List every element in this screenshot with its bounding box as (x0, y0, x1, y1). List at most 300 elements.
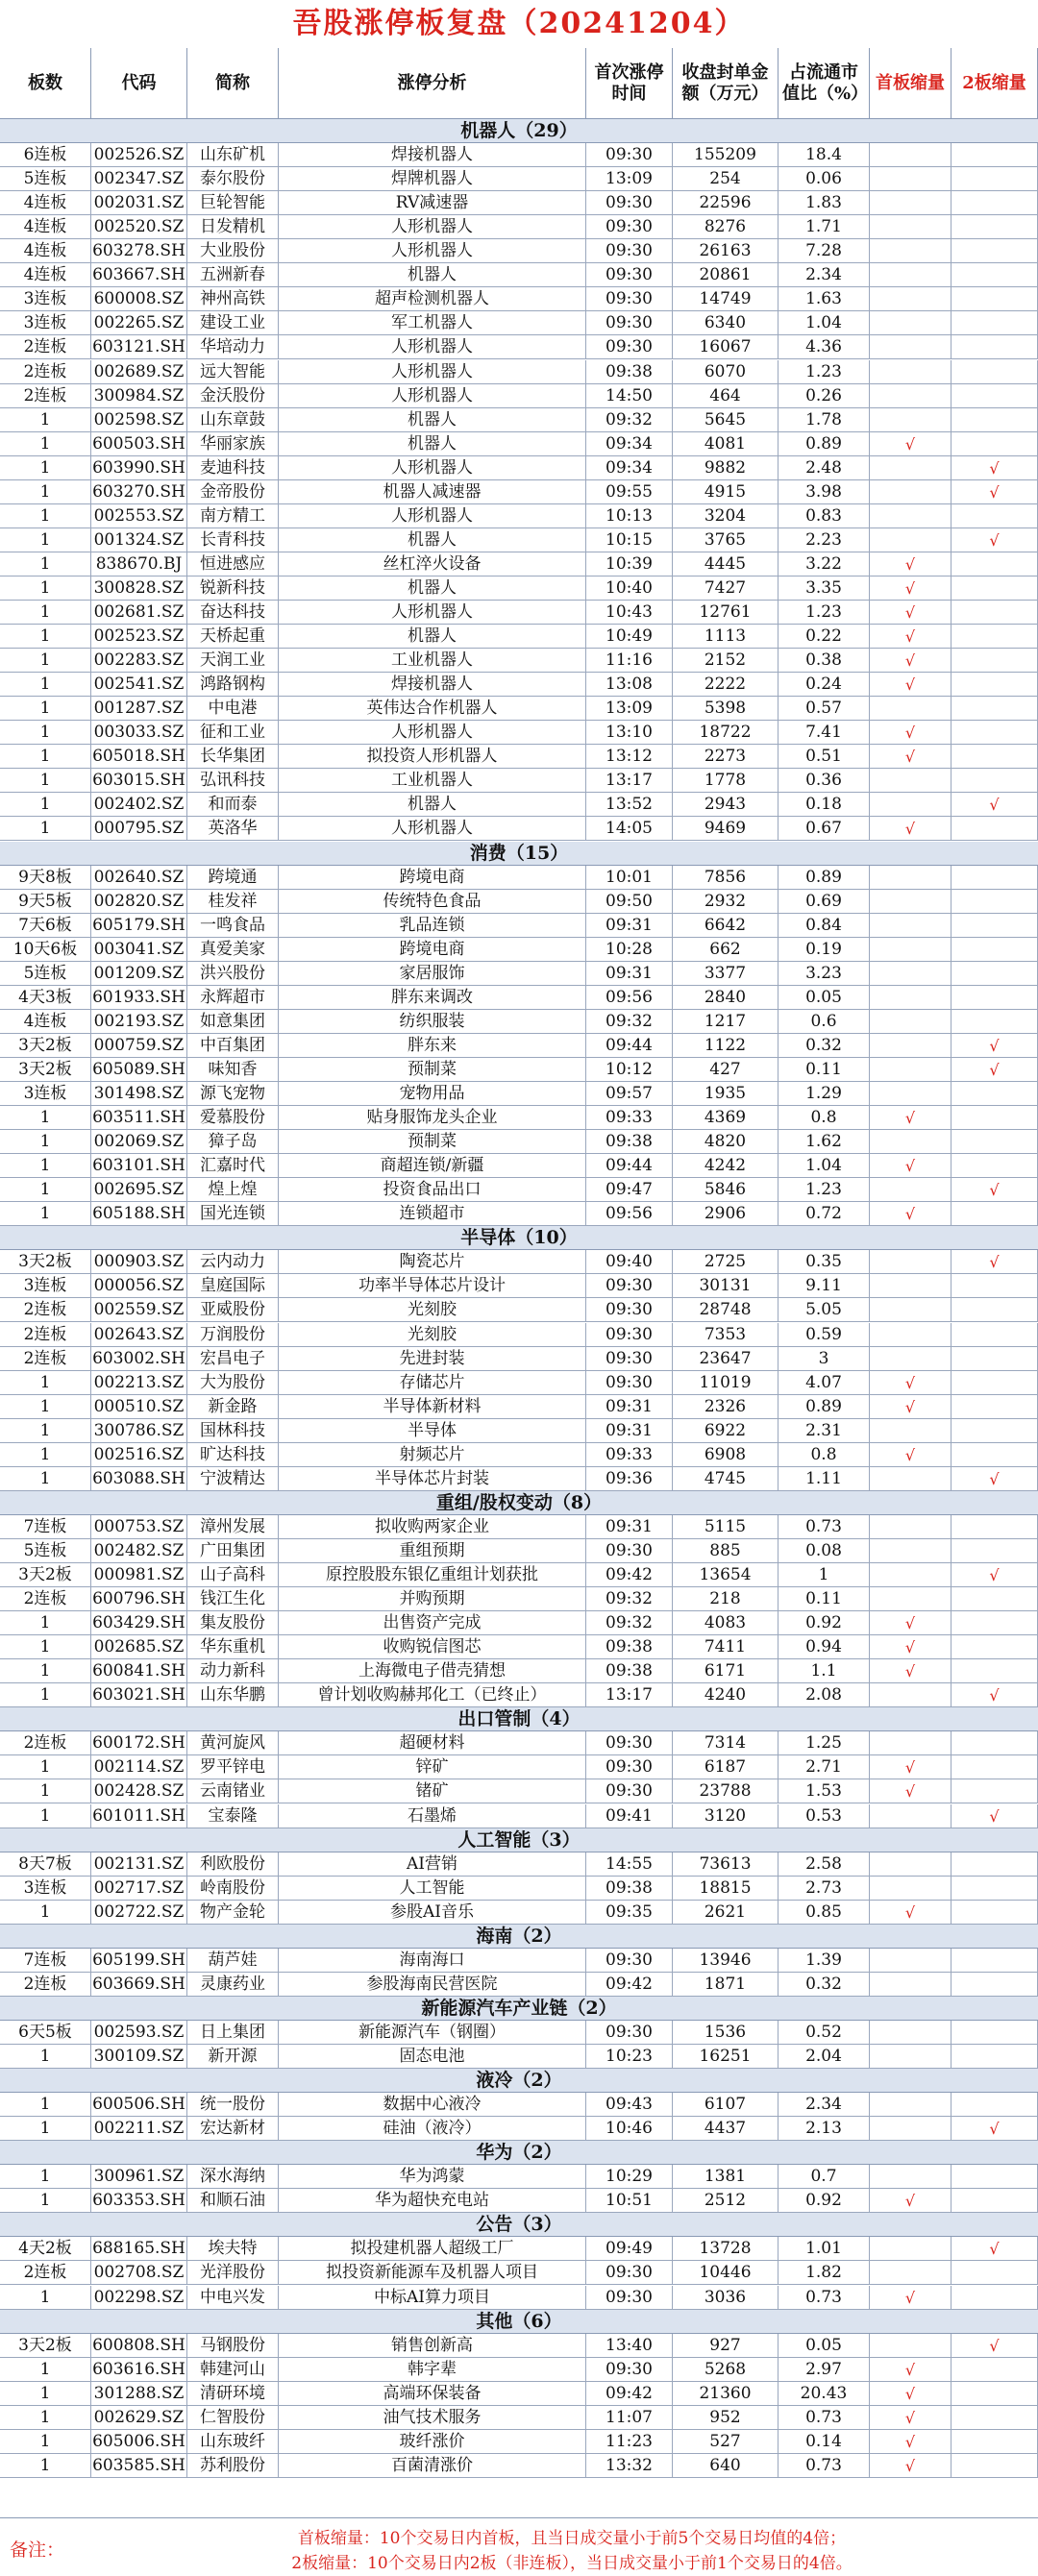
cell-first-board-shrink (870, 239, 952, 263)
cell-closing-seal-amount: 4083 (673, 1611, 778, 1635)
cell-short-name: 鸿路钢构 (187, 673, 279, 697)
table-row (0, 1539, 1038, 1563)
cell-first-board-shrink (870, 1804, 952, 1828)
cell-short-name: 日发精机 (187, 215, 279, 239)
cell-code: 605188.SH (91, 1202, 187, 1226)
cell-short-name: 巨轮智能 (187, 191, 279, 215)
cell-float-cap-ratio: 0.73 (778, 1515, 870, 1539)
cell-closing-seal-amount: 6340 (673, 311, 778, 335)
cell-first-board-shrink (870, 1539, 952, 1563)
cell-first-limit-time: 09:38 (586, 1130, 673, 1154)
table-row (0, 504, 1038, 528)
cell-closing-seal-amount: 1381 (673, 2165, 778, 2189)
cell-limit-up-analysis: 机器人 (279, 625, 586, 649)
cell-float-cap-ratio: 7.41 (778, 721, 870, 745)
cell-first-limit-time: 14:50 (586, 384, 673, 408)
cell-closing-seal-amount: 527 (673, 2430, 778, 2454)
cell-limit-up-analysis: 超硬材料 (279, 1731, 586, 1755)
check-mark-icon: √ (870, 745, 952, 769)
cell-second-board-shrink (952, 914, 1038, 938)
cell-first-limit-time: 09:33 (586, 1443, 673, 1467)
cell-board-count: 7连板 (0, 1515, 91, 1539)
cell-board-count: 1 (0, 1154, 91, 1178)
check-mark-icon: √ (870, 649, 952, 673)
section-header: 公告（3） (0, 2213, 1038, 2237)
cell-board-count: 1 (0, 601, 91, 625)
cell-short-name: 汇嘉时代 (187, 1154, 279, 1178)
cell-float-cap-ratio: 3.23 (778, 962, 870, 986)
cell-board-count: 3天2板 (0, 1250, 91, 1274)
cell-first-limit-time: 09:30 (586, 215, 673, 239)
cell-second-board-shrink (952, 1611, 1038, 1635)
cell-short-name: 苏利股份 (187, 2454, 279, 2478)
cell-float-cap-ratio: 0.05 (778, 2334, 870, 2358)
header-first-limit-time: 首次涨停时间 (586, 48, 673, 119)
cell-closing-seal-amount: 6171 (673, 1659, 778, 1683)
cell-limit-up-analysis: 预制菜 (279, 1130, 586, 1154)
cell-second-board-shrink (952, 504, 1038, 528)
cell-first-limit-time: 10:15 (586, 528, 673, 552)
cell-first-limit-time: 09:38 (586, 360, 673, 384)
cell-closing-seal-amount: 4820 (673, 1130, 778, 1154)
cell-short-name: 深水海纳 (187, 2165, 279, 2189)
cell-limit-up-analysis: 油气技术服务 (279, 2406, 586, 2430)
cell-first-limit-time: 09:30 (586, 2358, 673, 2382)
cell-float-cap-ratio: 0.92 (778, 1611, 870, 1635)
table-row (0, 1274, 1038, 1298)
cell-limit-up-analysis: 人形机器人 (279, 335, 586, 359)
cell-short-name: 宏达新材 (187, 2117, 279, 2141)
cell-first-board-shrink (870, 914, 952, 938)
cell-board-count: 8天7板 (0, 1852, 91, 1877)
cell-second-board-shrink (952, 1659, 1038, 1683)
cell-second-board-shrink (952, 986, 1038, 1010)
cell-limit-up-analysis: 拟投资人形机器人 (279, 745, 586, 769)
cell-second-board-shrink (952, 1877, 1038, 1901)
cell-closing-seal-amount: 7411 (673, 1635, 778, 1659)
cell-short-name: 山东华鹏 (187, 1683, 279, 1707)
section-header: 华为（2） (0, 2141, 1038, 2165)
cell-second-board-shrink (952, 311, 1038, 335)
cell-limit-up-analysis: 硅油（液冷） (279, 2117, 586, 2141)
cell-first-board-shrink (870, 890, 952, 914)
cell-float-cap-ratio: 0.73 (778, 2454, 870, 2478)
cell-float-cap-ratio: 2.23 (778, 528, 870, 552)
table-row (0, 914, 1038, 938)
check-mark-icon: √ (952, 456, 1038, 480)
cell-code: 605018.SH (91, 745, 187, 769)
cell-code: 000759.SZ (91, 1034, 187, 1058)
cell-code: 600172.SH (91, 1731, 187, 1755)
cell-short-name: 宏昌电子 (187, 1347, 279, 1371)
cell-second-board-shrink (952, 1852, 1038, 1877)
cell-first-limit-time: 09:30 (586, 191, 673, 215)
cell-board-count: 1 (0, 1683, 91, 1707)
cell-limit-up-analysis: 投资食品出口 (279, 1178, 586, 1202)
cell-first-limit-time: 09:31 (586, 914, 673, 938)
cell-float-cap-ratio: 0.52 (778, 2021, 870, 2045)
cell-closing-seal-amount: 18722 (673, 721, 778, 745)
cell-code: 838670.BJ (91, 552, 187, 577)
cell-code: 002640.SZ (91, 866, 187, 890)
cell-second-board-shrink (952, 215, 1038, 239)
cell-short-name: 爱慕股份 (187, 1106, 279, 1130)
table-row (0, 528, 1038, 552)
cell-float-cap-ratio: 2.97 (778, 2358, 870, 2382)
cell-limit-up-analysis: 并购预期 (279, 1587, 586, 1611)
cell-short-name: 黄河旋风 (187, 1731, 279, 1755)
cell-code: 002428.SZ (91, 1779, 187, 1803)
cell-limit-up-analysis: 收购锐信图芯 (279, 1635, 586, 1659)
cell-float-cap-ratio: 0.14 (778, 2430, 870, 2454)
check-mark-icon: √ (952, 1034, 1038, 1058)
cell-limit-up-analysis: 人形机器人 (279, 239, 586, 263)
cell-float-cap-ratio: 0.72 (778, 1202, 870, 1226)
cell-closing-seal-amount: 5268 (673, 2358, 778, 2382)
cell-second-board-shrink (952, 2261, 1038, 2285)
check-mark-icon: √ (952, 1467, 1038, 1491)
cell-board-count: 10天6板 (0, 938, 91, 962)
cell-closing-seal-amount: 12761 (673, 601, 778, 625)
cell-short-name: 云南锗业 (187, 1779, 279, 1803)
cell-code: 603088.SH (91, 1467, 187, 1491)
cell-code: 002193.SZ (91, 1010, 187, 1034)
cell-closing-seal-amount: 21360 (673, 2382, 778, 2406)
header-short-name: 简称 (187, 48, 279, 119)
cell-second-board-shrink (952, 1323, 1038, 1347)
cell-short-name: 统一股份 (187, 2093, 279, 2117)
cell-first-limit-time: 09:47 (586, 1178, 673, 1202)
cell-second-board-shrink (952, 408, 1038, 432)
cell-float-cap-ratio: 0.32 (778, 1034, 870, 1058)
cell-limit-up-analysis: 贴身服饰龙头企业 (279, 1106, 586, 1130)
cell-short-name: 源飞宠物 (187, 1082, 279, 1106)
cell-first-limit-time: 09:30 (586, 263, 673, 287)
cell-board-count: 1 (0, 1130, 91, 1154)
cell-board-count: 1 (0, 1804, 91, 1828)
cell-float-cap-ratio: 1.63 (778, 287, 870, 311)
table-row (0, 745, 1038, 769)
cell-first-board-shrink (870, 1877, 952, 1901)
cell-first-board-shrink (870, 2165, 952, 2189)
cell-first-board-shrink (870, 1731, 952, 1755)
cell-float-cap-ratio: 1.39 (778, 1949, 870, 1973)
check-mark-icon: √ (870, 1779, 952, 1803)
cell-limit-up-analysis: 华为超快充电站 (279, 2189, 586, 2213)
cell-short-name: 中电兴发 (187, 2286, 279, 2310)
section-header: 海南（2） (0, 1925, 1038, 1949)
cell-limit-up-analysis: 海南海口 (279, 1949, 586, 1973)
cell-board-count: 3连板 (0, 1877, 91, 1901)
cell-limit-up-analysis: 中标AI算力项目 (279, 2286, 586, 2310)
cell-code: 002541.SZ (91, 673, 187, 697)
cell-second-board-shrink (952, 1755, 1038, 1779)
cell-short-name: 锐新科技 (187, 577, 279, 601)
cell-first-limit-time: 09:30 (586, 1539, 673, 1563)
cell-float-cap-ratio: 20.43 (778, 2382, 870, 2406)
cell-second-board-shrink (952, 1949, 1038, 1973)
cell-first-board-shrink (870, 1563, 952, 1587)
table-row (0, 432, 1038, 456)
cell-closing-seal-amount: 927 (673, 2334, 778, 2358)
cell-closing-seal-amount: 155209 (673, 143, 778, 167)
cell-closing-seal-amount: 73613 (673, 1852, 778, 1877)
cell-second-board-shrink (952, 191, 1038, 215)
cell-closing-seal-amount: 6642 (673, 914, 778, 938)
cell-short-name: 真爱美家 (187, 938, 279, 962)
table-row (0, 2093, 1038, 2117)
check-mark-icon: √ (952, 2334, 1038, 2358)
cell-limit-up-analysis: 人形机器人 (279, 215, 586, 239)
cell-first-board-shrink (870, 2045, 952, 2069)
cell-first-board-shrink (870, 1130, 952, 1154)
cell-first-limit-time: 09:32 (586, 1611, 673, 1635)
cell-first-board-shrink (870, 1274, 952, 1298)
check-mark-icon: √ (870, 817, 952, 841)
check-mark-icon: √ (870, 2286, 952, 2310)
cell-closing-seal-amount: 640 (673, 2454, 778, 2478)
cell-limit-up-analysis: 机器人 (279, 263, 586, 287)
cell-second-board-shrink (952, 287, 1038, 311)
cell-closing-seal-amount: 4437 (673, 2117, 778, 2141)
check-mark-icon: √ (952, 1804, 1038, 1828)
cell-float-cap-ratio: 0.6 (778, 1010, 870, 1034)
cell-second-board-shrink (952, 577, 1038, 601)
cell-float-cap-ratio: 3.35 (778, 577, 870, 601)
cell-first-board-shrink (870, 167, 952, 191)
cell-limit-up-analysis: 固态电池 (279, 2045, 586, 2069)
cell-board-count: 1 (0, 2382, 91, 2406)
cell-closing-seal-amount: 30131 (673, 1274, 778, 1298)
cell-closing-seal-amount: 3765 (673, 528, 778, 552)
cell-board-count: 4连板 (0, 239, 91, 263)
cell-code: 002131.SZ (91, 1852, 187, 1877)
cell-float-cap-ratio: 0.57 (778, 697, 870, 721)
cell-code: 605089.SH (91, 1058, 187, 1082)
table-row (0, 287, 1038, 311)
cell-short-name: 金沃股份 (187, 384, 279, 408)
cell-short-name: 旷达科技 (187, 1443, 279, 1467)
cell-closing-seal-amount: 6908 (673, 1443, 778, 1467)
cell-code: 003033.SZ (91, 721, 187, 745)
cell-second-board-shrink (952, 1419, 1038, 1443)
cell-limit-up-analysis: 机器人 (279, 528, 586, 552)
cell-board-count: 7连板 (0, 1949, 91, 1973)
cell-first-limit-time: 11:23 (586, 2430, 673, 2454)
check-mark-icon: √ (870, 577, 952, 601)
table-row (0, 1755, 1038, 1779)
cell-board-count: 2连板 (0, 1298, 91, 1322)
cell-first-limit-time: 09:42 (586, 1563, 673, 1587)
cell-closing-seal-amount: 16067 (673, 335, 778, 359)
cell-first-limit-time: 09:31 (586, 962, 673, 986)
cell-code: 600503.SH (91, 432, 187, 456)
cell-first-limit-time: 10:49 (586, 625, 673, 649)
cell-second-board-shrink (952, 673, 1038, 697)
cell-first-limit-time: 10:43 (586, 601, 673, 625)
cell-float-cap-ratio: 2.13 (778, 2117, 870, 2141)
cell-board-count: 1 (0, 649, 91, 673)
table-row (0, 1250, 1038, 1274)
cell-short-name: 集友股份 (187, 1611, 279, 1635)
section-header: 人工智能（3） (0, 1828, 1038, 1852)
cell-short-name: 新金路 (187, 1395, 279, 1419)
cell-first-limit-time: 10:23 (586, 2045, 673, 2069)
cell-board-count: 1 (0, 1611, 91, 1635)
cell-code: 002402.SZ (91, 793, 187, 817)
cell-board-count: 1 (0, 408, 91, 432)
footer-note-second-board: 2板缩量：10个交易日内2板（非连板），当日成交量小于前1个交易日的4倍。 (291, 2554, 853, 2573)
cell-second-board-shrink (952, 552, 1038, 577)
cell-first-limit-time: 09:30 (586, 1731, 673, 1755)
cell-short-name: 云内动力 (187, 1250, 279, 1274)
cell-first-limit-time: 09:31 (586, 1395, 673, 1419)
cell-first-board-shrink (870, 1178, 952, 1202)
cell-closing-seal-amount: 4081 (673, 432, 778, 456)
table-row (0, 1106, 1038, 1130)
cell-code: 002681.SZ (91, 601, 187, 625)
check-mark-icon: √ (870, 2406, 952, 2430)
cell-float-cap-ratio: 0.24 (778, 673, 870, 697)
cell-second-board-shrink (952, 2045, 1038, 2069)
cell-first-limit-time: 09:38 (586, 1635, 673, 1659)
cell-float-cap-ratio: 1.23 (778, 601, 870, 625)
cell-short-name: 利欧股份 (187, 1852, 279, 1877)
cell-float-cap-ratio: 2.34 (778, 2093, 870, 2117)
cell-limit-up-analysis: 原控股股东银亿重组计划获批 (279, 1563, 586, 1587)
cell-short-name: 韩建河山 (187, 2358, 279, 2382)
table-row (0, 1419, 1038, 1443)
cell-limit-up-analysis: 丝杠淬火设备 (279, 552, 586, 577)
cell-limit-up-analysis: AI营销 (279, 1852, 586, 1877)
cell-code: 002516.SZ (91, 1443, 187, 1467)
cell-code: 688165.SH (91, 2237, 187, 2261)
cell-limit-up-analysis: 预制菜 (279, 1058, 586, 1082)
cell-code: 002708.SZ (91, 2261, 187, 2285)
table-row (0, 866, 1038, 890)
cell-short-name: 动力新科 (187, 1659, 279, 1683)
table-row (0, 1852, 1038, 1877)
cell-board-count: 5连板 (0, 167, 91, 191)
cell-first-board-shrink (870, 2117, 952, 2141)
cell-closing-seal-amount: 427 (673, 1058, 778, 1082)
cell-float-cap-ratio: 1.1 (778, 1659, 870, 1683)
cell-first-limit-time: 10:51 (586, 2189, 673, 2213)
cell-closing-seal-amount: 4445 (673, 552, 778, 577)
cell-second-board-shrink (952, 745, 1038, 769)
cell-short-name: 麦迪科技 (187, 456, 279, 480)
cell-closing-seal-amount: 2326 (673, 1395, 778, 1419)
cell-limit-up-analysis: 半导体 (279, 1419, 586, 1443)
cell-limit-up-analysis: 跨境电商 (279, 866, 586, 890)
cell-closing-seal-amount: 2932 (673, 890, 778, 914)
cell-code: 002689.SZ (91, 360, 187, 384)
cell-board-count: 1 (0, 528, 91, 552)
cell-float-cap-ratio: 2.31 (778, 1419, 870, 1443)
cell-code: 003041.SZ (91, 938, 187, 962)
header-second-board-shrink: 2板缩量 (952, 48, 1038, 119)
cell-second-board-shrink (952, 2454, 1038, 2478)
cell-short-name: 山子高科 (187, 1563, 279, 1587)
cell-closing-seal-amount: 4369 (673, 1106, 778, 1130)
cell-code: 603353.SH (91, 2189, 187, 2213)
cell-closing-seal-amount: 9469 (673, 817, 778, 841)
table-row (0, 2286, 1038, 2310)
cell-float-cap-ratio: 7.28 (778, 239, 870, 263)
cell-board-count: 1 (0, 793, 91, 817)
cell-short-name: 英洛华 (187, 817, 279, 841)
header-limit-up-analysis: 涨停分析 (279, 48, 586, 119)
cell-first-board-shrink (870, 215, 952, 239)
cell-short-name: 洪兴股份 (187, 962, 279, 986)
cell-code: 603101.SH (91, 1154, 187, 1178)
cell-float-cap-ratio: 4.07 (778, 1371, 870, 1395)
cell-short-name: 味知香 (187, 1058, 279, 1082)
cell-code: 300984.SZ (91, 384, 187, 408)
header-first-board-shrink: 首板缩量 (870, 48, 952, 119)
cell-board-count: 2连板 (0, 2261, 91, 2285)
cell-second-board-shrink (952, 1731, 1038, 1755)
page-title: 吾股涨停板复盘（20241204） (0, 0, 1038, 48)
cell-board-count: 4连板 (0, 263, 91, 287)
cell-short-name: 灵康药业 (187, 1973, 279, 1997)
cell-first-limit-time: 09:49 (586, 2237, 673, 2261)
cell-float-cap-ratio: 0.73 (778, 2286, 870, 2310)
cell-short-name: 华东重机 (187, 1635, 279, 1659)
cell-float-cap-ratio: 0.89 (778, 866, 870, 890)
cell-first-board-shrink (870, 1250, 952, 1274)
cell-float-cap-ratio: 1.11 (778, 1467, 870, 1491)
cell-board-count: 1 (0, 625, 91, 649)
cell-limit-up-analysis: 商超连锁/新疆 (279, 1154, 586, 1178)
cell-limit-up-analysis: 先进封装 (279, 1347, 586, 1371)
cell-first-limit-time: 13:10 (586, 721, 673, 745)
cell-second-board-shrink (952, 1515, 1038, 1539)
cell-second-board-shrink (952, 2021, 1038, 2045)
cell-second-board-shrink (952, 938, 1038, 962)
cell-short-name: 罗平锌电 (187, 1755, 279, 1779)
cell-short-name: 物产金轮 (187, 1901, 279, 1925)
cell-closing-seal-amount: 5398 (673, 697, 778, 721)
cell-first-limit-time: 09:44 (586, 1034, 673, 1058)
cell-second-board-shrink (952, 1347, 1038, 1371)
cell-short-name: 金帝股份 (187, 480, 279, 504)
cell-float-cap-ratio: 1.82 (778, 2261, 870, 2285)
cell-limit-up-analysis: 机器人 (279, 408, 586, 432)
cell-closing-seal-amount: 1217 (673, 1010, 778, 1034)
cell-float-cap-ratio: 0.83 (778, 504, 870, 528)
table-row (0, 1731, 1038, 1755)
cell-first-board-shrink (870, 1973, 952, 1997)
cell-float-cap-ratio: 1.23 (778, 360, 870, 384)
cell-second-board-shrink (952, 2358, 1038, 2382)
cell-first-limit-time: 13:40 (586, 2334, 673, 2358)
cell-short-name: 大为股份 (187, 1371, 279, 1395)
cell-short-name: 南方精工 (187, 504, 279, 528)
cell-limit-up-analysis: 半导体芯片封装 (279, 1467, 586, 1491)
cell-float-cap-ratio: 0.22 (778, 625, 870, 649)
cell-code: 002520.SZ (91, 215, 187, 239)
cell-short-name: 山东矿机 (187, 143, 279, 167)
cell-first-limit-time: 09:30 (586, 1755, 673, 1779)
cell-board-count: 2连板 (0, 1731, 91, 1755)
cell-board-count: 3天2板 (0, 1058, 91, 1082)
cell-short-name: 一鸣食品 (187, 914, 279, 938)
cell-first-limit-time: 13:12 (586, 745, 673, 769)
table-row (0, 1034, 1038, 1058)
cell-float-cap-ratio: 0.73 (778, 2406, 870, 2430)
cell-second-board-shrink (952, 2165, 1038, 2189)
